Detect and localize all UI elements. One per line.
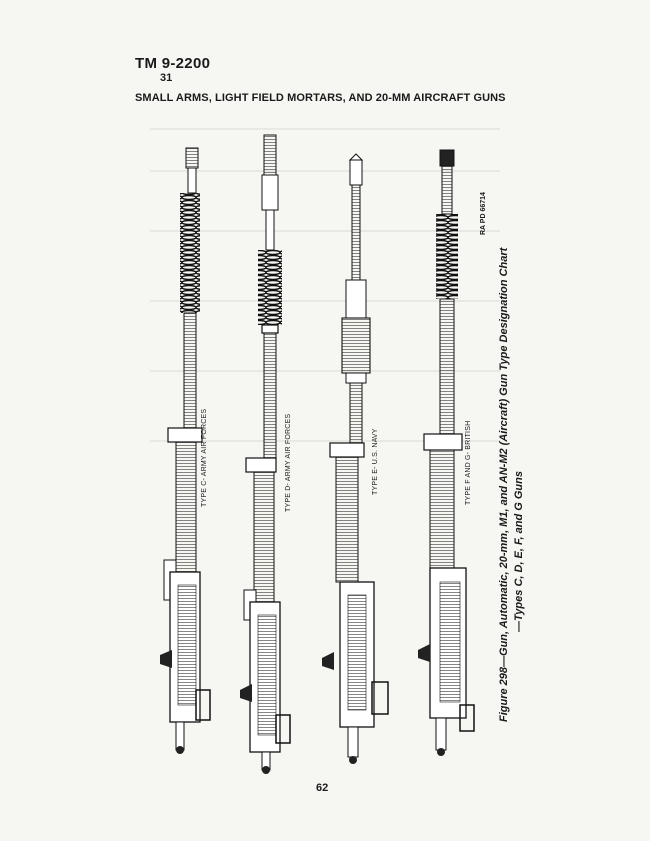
- gun-label-type-c: TYPE C- ARMY AIR FORCES: [201, 408, 208, 507]
- figure-caption-line-2: —Types C, D, E, F, and G Guns: [513, 471, 525, 632]
- section-number: 31: [160, 72, 173, 84]
- gun-type-d: [240, 135, 290, 774]
- gun-label-type-d: TYPE D- ARMY AIR FORCES: [285, 413, 292, 512]
- gun-label-type-f-g: TYPE F AND G- BRITISH: [465, 420, 472, 505]
- page-number: 62: [316, 782, 329, 794]
- running-head: SMALL ARMS, LIGHT FIELD MORTARS, AND 20-MM AIRCRAFT GUNS: [135, 92, 506, 104]
- figure-caption-line-1: Figure 298—Gun, Automatic, 20-mm, M1, and AN-M2 (Aircraft) Gun Type Designation Chart: [498, 247, 510, 722]
- ra-pd-number: RA PD 66714: [480, 192, 487, 235]
- gun-label-type-e: TYPE E- U.S. NAVY: [372, 428, 379, 495]
- tm-number: TM 9-2200: [135, 55, 211, 72]
